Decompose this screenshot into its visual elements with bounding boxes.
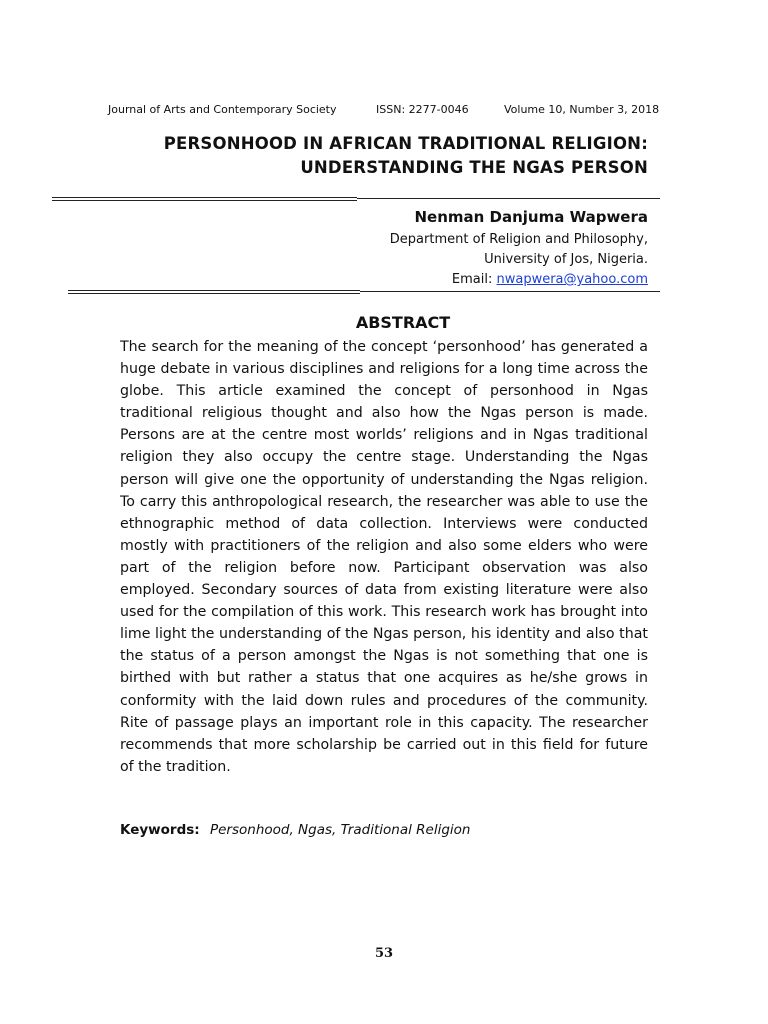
issn: ISSN: 2277-0046 [376,103,469,116]
divider-top-double [52,200,357,201]
university: University of Jos, Nigeria. [484,252,648,267]
keywords [120,822,648,838]
abstract-heading: ABSTRACT [355,313,451,332]
divider-bottom [68,290,360,291]
divider-top-right [357,198,660,199]
title-line-1: PERSONHOOD IN AFRICAN TRADITIONAL RELIGION: [163,134,648,153]
divider-bottom-double [68,293,360,294]
paper-title [88,132,648,180]
author-name: Nenman Danjuma Wapwera [414,208,648,226]
email-line [228,270,648,290]
keywords-label: Keywords: [120,822,200,838]
keywords-value: Personhood, Ngas, Traditional Religion [209,822,471,838]
email-label: Email: [451,272,493,287]
author-block [228,206,648,290]
divider-bottom-right [360,291,660,292]
divider-top [52,197,357,198]
page-number: 53 [374,946,394,961]
volume-info: Volume 10, Number 3, 2018 [504,103,660,116]
journal-name: Journal of Arts and Contemporary Society [108,103,337,116]
email-link[interactable]: nwapwera@yahoo.com [496,272,648,287]
department: Department of Religion and Philosophy, [389,232,648,247]
abstract-text: The search for the meaning of the concept ‘personhood’ has generated a huge debate in various disciplines and religions for a long time across the globe. This article examined the concept of personhood in Ngas traditional religious thought and also how the Ngas person is made. Persons are at the centre most worlds’ religions and in Ngas traditional religion they also occupy the centre stage. Understanding the Ngas person will give one the opportunity of understanding the Ngas religion. To carry this anthropological research, the researcher was able to use the ethnographic method of data collection. Interviews were conducted mostly with practitioners of the religion and also some elders who were part of the religion before now. Participant observation was also employed. Secondary sources of data from existing literature were also used for the compilation of this work. This research work has brought into lime light the understanding of the Ngas person, his identity and also that the status of a person amongst the Ngas is not something that one is birthed with but rather a status that one acquires as he/she grows in conformity with the laid down rules and procedures of the community. Rite of passage plays an important role in this capacity. The researcher recommends that more scholarship be carried out in this field for future of the tradition. [120,339,648,775]
title-line-2: UNDERSTANDING THE NGAS PERSON [300,158,648,177]
